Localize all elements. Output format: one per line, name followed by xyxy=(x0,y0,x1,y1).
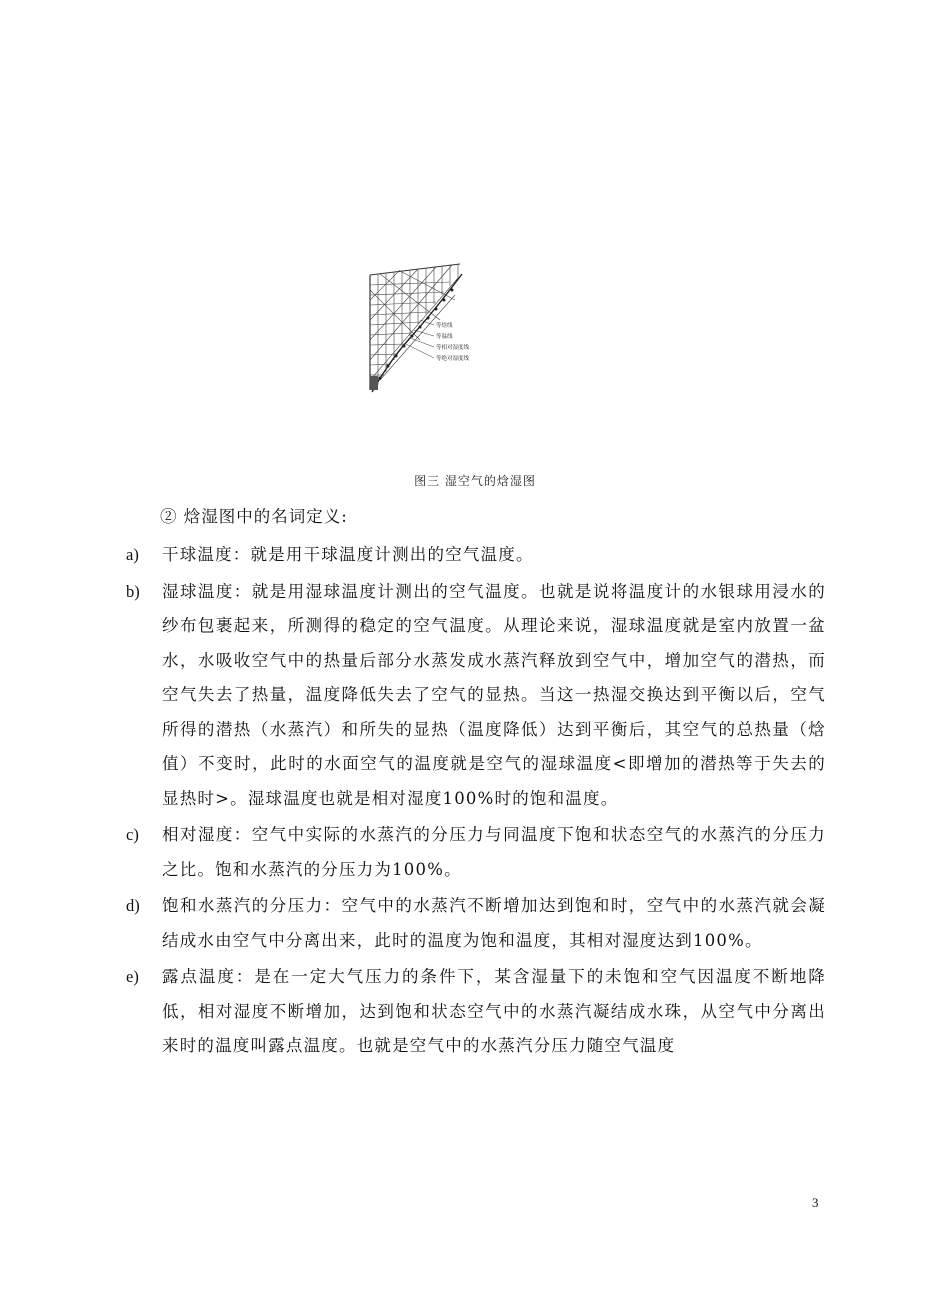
definition-text: 干球温度：就是用干球温度计测出的空气温度。 xyxy=(162,545,534,564)
psychrometric-chart-drawing xyxy=(360,260,480,400)
list-item xyxy=(126,538,826,573)
legend-relative-humidity: 等相对湿度线 xyxy=(436,345,470,351)
list-item xyxy=(126,818,826,887)
figure-caption: 图三 湿空气的焓湿图 xyxy=(414,474,536,488)
list-item xyxy=(126,575,826,817)
list-marker: b) xyxy=(126,581,140,601)
section-subheading: ② 焓湿图中的名词定义: xyxy=(160,507,348,526)
list-marker: d) xyxy=(126,896,140,915)
legend-absolute-humidity: 等绝对湿度线 xyxy=(436,356,470,362)
legend-isenthalpic: 等焓线 xyxy=(436,323,453,329)
definition-list xyxy=(126,538,826,1066)
definition-text: 饱和水蒸汽的分压力：空气中的水蒸汽不断增加达到饱和时，空气中的水蒸汽就会凝结成水由空气中分离出来，此时的温度为饱和温度，其相对湿度达到100%。 xyxy=(162,896,826,950)
definition-text: 露点温度：是在一定大气压力的条件下，某含湿量下的未饱和空气因温度不断地降低，相对湿度不断增加，达到饱和状态空气中的水蒸汽凝结成水珠，从空气中分离出来时的温度叫露点温度。也就是空气中的水蒸汽分压力随空气温度 xyxy=(162,967,826,1055)
legend-isotherm: 等温线 xyxy=(436,334,453,340)
list-marker: c) xyxy=(126,825,139,844)
list-marker: a) xyxy=(126,545,139,564)
definition-text: 湿球温度：就是用湿球温度计测出的空气温度。也就是说将温度计的水银球用浸水的纱布包裹起来，所测得的稳定的空气温度。从理论来说，湿球温度就是室内放置一盆水，水吸收空气中的热量后部分水蒸发成水蒸汽释放到空气中，增加空气的潜热，而空气失去了热量，温度降低失去了空气的显热。当这一热湿交换达到平衡以后，空气所得的潜热（水蒸汽）和所失的显热（温度降低）达到平衡后，其空气的总热量（焓值）不变时，此时的水面空气的温度就是空气的湿球温度<即增加的潜热等于失去的显热时>。湿球温度也就是相对湿度100%时的饱和温度。 xyxy=(162,581,826,808)
definition-text: 相对湿度：空气中实际的水蒸汽的分压力与同温度下饱和状态空气的水蒸汽的分压力之比。饱和水蒸汽的分压力为100%。 xyxy=(162,825,826,879)
psychrometric-chart-figure xyxy=(360,260,480,400)
list-item xyxy=(126,889,826,958)
list-item xyxy=(126,960,826,1064)
page-number: 3 xyxy=(812,1195,819,1210)
list-marker: e) xyxy=(126,967,139,986)
